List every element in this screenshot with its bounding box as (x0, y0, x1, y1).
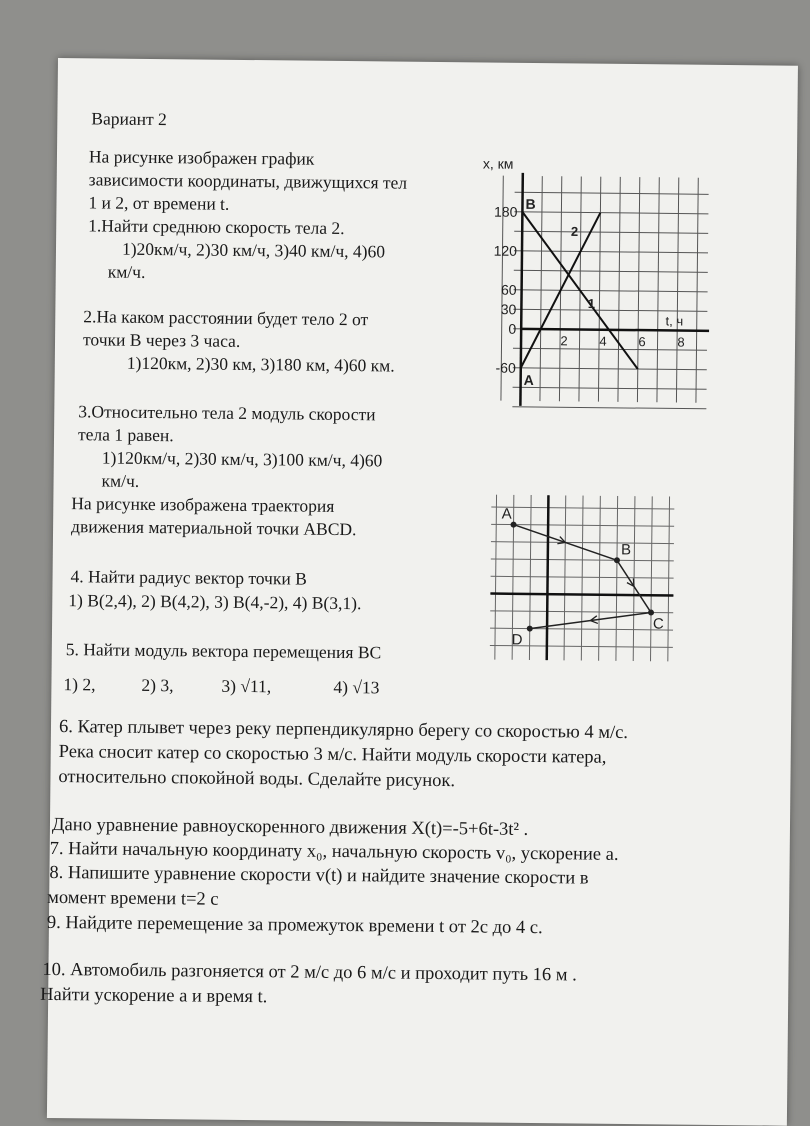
q5-text: 5. Найти модуль вектора перемещения ВС (65, 639, 382, 663)
q2-text: 2.На каком расстоянии будет тело 2 от (83, 306, 369, 330)
q4-answers: 1) В(2,4), 2) В(4,2), 3) В(4,-2), 4) В(3,1). (68, 590, 362, 614)
point-d (527, 626, 533, 632)
trajectory-graph (478, 494, 680, 666)
q5-answer-1: 1) 2, (63, 674, 96, 695)
x-axis (521, 329, 709, 331)
grid-line (616, 496, 618, 661)
grid-line (668, 496, 670, 661)
q3-text: 3.Относительно тела 2 модуль скорости (78, 401, 376, 425)
q2-answers: 1)120км, 2)30 км, 3)180 км, 4)60 км. (126, 352, 395, 376)
x-tick-label: 6 (638, 334, 646, 350)
y-tick-label: 120 (493, 242, 518, 259)
q10-line: Найти ускорение а и время t. (40, 984, 268, 1008)
grid-line (529, 495, 531, 660)
q6-line: Река сносит катер со скоростью 3 м/с. Найти модуль скорости катера, (58, 742, 607, 768)
y-tick-label: -60 (495, 359, 516, 376)
q9-text: 9. Найдите перемещение за промежуток времени t от 2с до 4 с. (46, 912, 543, 939)
intro2-line: движения материальной точки ABCD. (70, 516, 357, 540)
q5-answer-3: 3) √11, (221, 675, 272, 697)
y-axis (520, 173, 522, 406)
grid-line (514, 270, 708, 272)
y-tick-label: 60 (500, 281, 517, 298)
q1-text: 1.Найти среднюю скорость тела 2. (88, 215, 345, 239)
grid-line (657, 177, 659, 402)
point-label-b: B (525, 195, 536, 213)
intro1-line: На рисунке изображен график (88, 146, 315, 169)
grid-line (599, 496, 601, 661)
q2-text: точки В через 3 часа. (82, 329, 241, 351)
grid-line (676, 178, 678, 403)
q4-text: 4. Найти радиус вектор точки В (70, 566, 307, 589)
q5-answer-2: 2) 3, (141, 674, 174, 696)
q6-line: 6. Катер плывет через реку перпендикулярно берегу со скоростью 4 м/с. (58, 717, 629, 744)
equation-text: Дано уравнение равноускоренного движения X(t)=-5+6t-3t² . (51, 814, 529, 840)
q8-line: 8. Напишите уравнение скорости v(t) и найдите значение скорости в (49, 862, 589, 889)
q10-line: 10. Автомобиль разгоняется от 2 м/с до 6 м/с и проходит путь 16 м . (42, 959, 577, 986)
grid-line (514, 212, 708, 214)
grid-line (495, 495, 497, 660)
q3-answers-cont: км/ч. (101, 470, 140, 491)
worksheet-page (40, 58, 798, 1126)
grid-line (513, 309, 707, 311)
grid-line (513, 387, 707, 389)
q1-answers-cont: км/ч. (107, 261, 146, 282)
intro1-line: зависимости координаты, движущихся тел (88, 169, 408, 193)
y-tick-label: 0 (508, 320, 517, 337)
y-axis-label: x, км (482, 155, 514, 172)
grid-line (651, 496, 653, 661)
y-axis (547, 495, 549, 660)
point-label-c: C (652, 615, 664, 633)
position-time-graph (468, 150, 711, 412)
x-tick-label: 4 (599, 333, 607, 349)
point-label-a: A (523, 371, 534, 388)
variant-title: Вариант 2 (91, 108, 167, 130)
grid-line (514, 231, 708, 233)
q1-answers: 1)20км/ч, 2)30 км/ч, 3)40 км/ч, 4)60 (121, 238, 386, 262)
x-tick-label: 2 (560, 333, 568, 349)
q8-line: момент времени t=2 с (47, 887, 219, 910)
grid-line (618, 177, 620, 402)
line-label-2: 2 (570, 223, 579, 239)
point-label-d: D (511, 631, 523, 649)
x-axis-label: t, ч (665, 313, 684, 329)
q3-answers: 1)120км/ч, 2)30 км/ч, 3)100 км/ч, 4)60 (101, 447, 383, 471)
y-tick-label: 30 (500, 301, 517, 318)
line-label-1: 1 (587, 296, 596, 312)
grid-line (598, 177, 600, 402)
intro2-line: На рисунке изображена траектория (71, 493, 335, 516)
q7-text: 7. Найти начальную координату x₀, начальную скорость v₀, ускорение а. (49, 838, 619, 865)
q5-answer-4: 4) √13 (333, 676, 380, 698)
x-axis (490, 594, 673, 596)
grid-line (513, 368, 707, 370)
grid-line (696, 178, 698, 403)
q6-line: относительно спокойной воды. Сделайте рисунок. (58, 767, 456, 792)
x-tick-label: 8 (677, 334, 685, 350)
point-label-a: A (501, 505, 512, 523)
intro1-line: 1 и 2, от времени t. (88, 192, 230, 214)
q3-text: тела 1 равен. (77, 424, 174, 446)
grid-line (514, 290, 708, 292)
point-label-b: B (620, 541, 632, 559)
grid-line (564, 495, 566, 660)
grid-line (581, 496, 583, 661)
grid-line (514, 251, 708, 253)
grid-line (540, 176, 542, 401)
y-tick-label: 180 (493, 203, 518, 220)
grid-line (512, 407, 706, 409)
grid-line (515, 192, 709, 194)
